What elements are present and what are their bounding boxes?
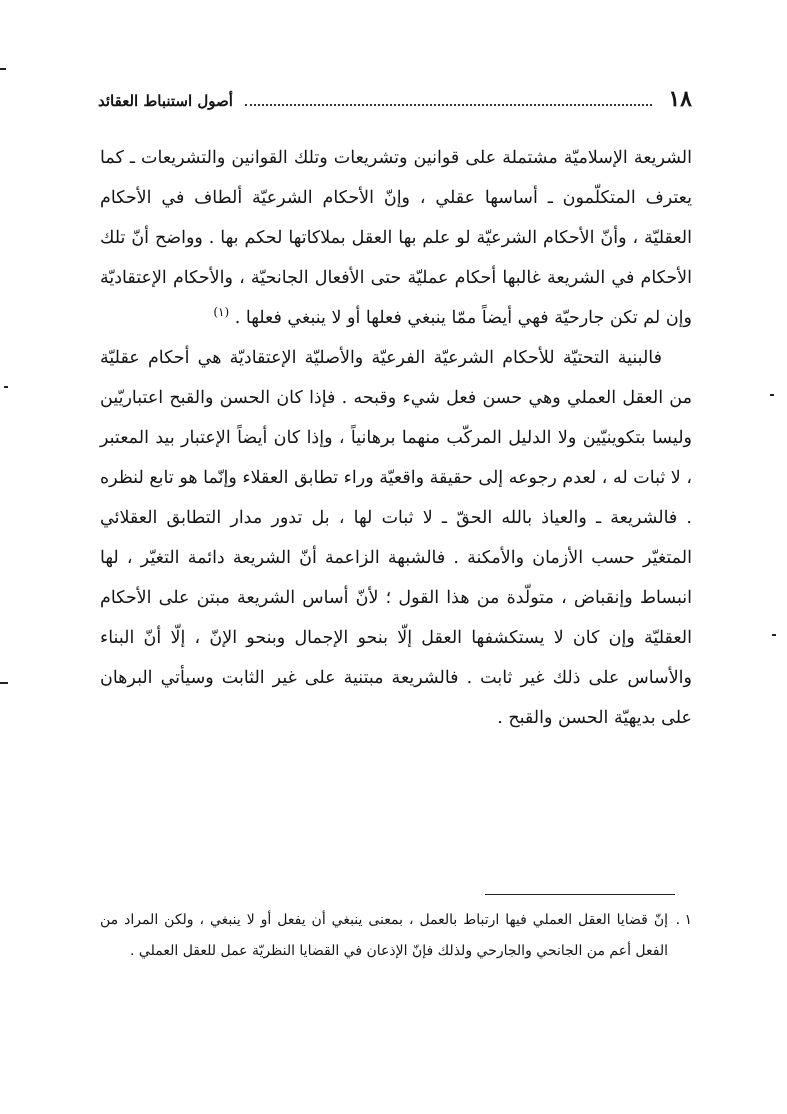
footnote-text: إنّ قضايا العقل العملي فيها ارتباط بالعمل ، بمعنى ينبغي أن يفعل أو لا ينبغي ، ولكن المراد من الفعل أعم من الجانحي والجارحي ولذلك فإنّ الإذعان في القضايا النظريّة عمل للعقل العملي .: [100, 912, 668, 959]
scan-edge-mark: [770, 394, 774, 396]
scan-edge-mark: [4, 386, 8, 388]
footnotes: [100, 905, 692, 967]
body-text: [100, 138, 692, 738]
header-dot-leader: [245, 94, 652, 106]
running-title: أصول استنباط العقائد: [98, 92, 233, 110]
scan-edge-mark: [0, 68, 6, 70]
paragraph: فالبنية التحتيّة للأحكام الشرعيّة الفرعيّة والأصليّة الإعتقاديّة هي أحكام عقليّة من العقل العملي وهي حسن فعل شيء وقبحه . فإذا كان الحسن والقبح اعتباريّين وليسا بتكوينيّين ولا الدليل المركّب منهما برهانياً ، وإذا كان أيضاً الإعتبار بيد المعتبر ، لا ثبات له ، لعدم رجوعه إلى حقيقة واقعيّة وراء تطابق العقلاء وإنّما هو تابع لنظره . فالشريعة ـ والعياذ بالله الحقّ ـ لا ثبات لها ، بل تدور مدار التطابق العقلائي المتغيّر حسب الأزمان والأمكنة . فالشبهة الزاعمة أنّ الشريعة دائمة التغيّر ، لها انبساط وإنقباض ، متولّدة من هذا القول ؛ لأنّ أساس الشريعة مبتن على الأحكام العقليّة وإن كان لا يستكشفها العقل إلّا بنحو الإجمال وبنحو الإنّ ، إلّا أنّ البناء والأساس على ذلك غير ثابت . فالشريعة مبتنية على غير الثابت وسيأتي البرهان على بديهيّة الحسن والقبح .: [100, 348, 692, 728]
footnote-marker: (١): [213, 305, 230, 320]
page-number: ١٨: [668, 86, 692, 112]
footnote: [100, 905, 692, 967]
running-head: [98, 86, 692, 120]
footnote-separator: [485, 894, 675, 895]
footnote-number: ١ .: [675, 912, 692, 928]
scan-edge-mark: [772, 634, 776, 636]
paragraph-text: الشريعة الإسلاميّة مشتملة على قوانين وتشريعات وتلك القوانين والتشريعات ـ كما يعترف المتكلّمون ـ أساسها عقلي ، وإنّ الأحكام الشرعيّة ألطاف في الأحكام العقليّة ، وأنّ الأحكام الشرعيّة لو علم بها العقل بملاكاتها لحكم بها . وواضح أنّ تلك الأحكام في الشريعة غالبها أحكام عمليّة حتى الأفعال الجانحيّة ، والأحكام الإعتقاديّة وإن لم تكن جارحيّة فهي أيضاً ممّا ينبغي فعلها أو لا ينبغي فعلها .: [100, 148, 692, 328]
paragraph: [100, 138, 692, 338]
scan-edge-mark: [0, 682, 8, 684]
